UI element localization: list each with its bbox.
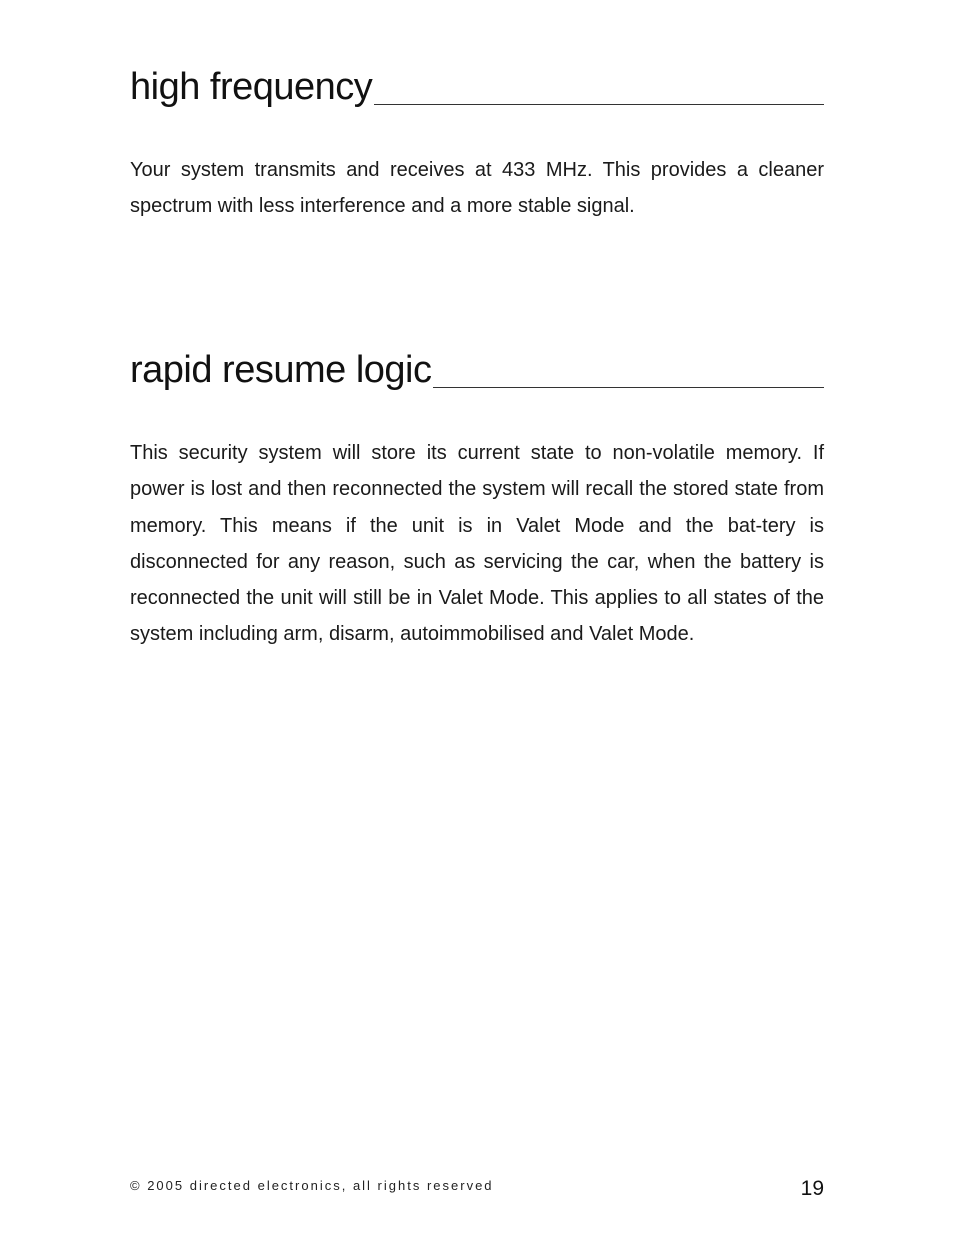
section-high-frequency [130, 68, 824, 225]
section-rapid-resume-logic [130, 351, 824, 653]
section-title: high frequency [130, 66, 373, 108]
section-heading-row [130, 68, 824, 106]
footer-copyright: © 2005 directed electronics, all rights reserved [130, 1178, 494, 1193]
section-body: This security system will store its current state to non-volatile memory. If power is lost and then reconnected the system will recall the stored state from memory. This means if the unit is in Valet Mode and the bat-tery is disconnected for any reason, such as servicing the car, when the battery is reconnected the unit will still be in Valet Mode. This applies to all states of the system including arm, disarm, autoimmobilised and Valet Mode. [130, 442, 824, 646]
page-number: 19 [800, 1177, 824, 1200]
section-heading-row [130, 351, 824, 389]
heading-rule [433, 387, 824, 388]
heading-rule [374, 104, 824, 105]
section-body: Your system transmits and receives at 433 MHz. This provides a cleaner spectrum with less interference and a more stable signal. [130, 159, 824, 218]
section-title: rapid resume logic [130, 349, 432, 391]
